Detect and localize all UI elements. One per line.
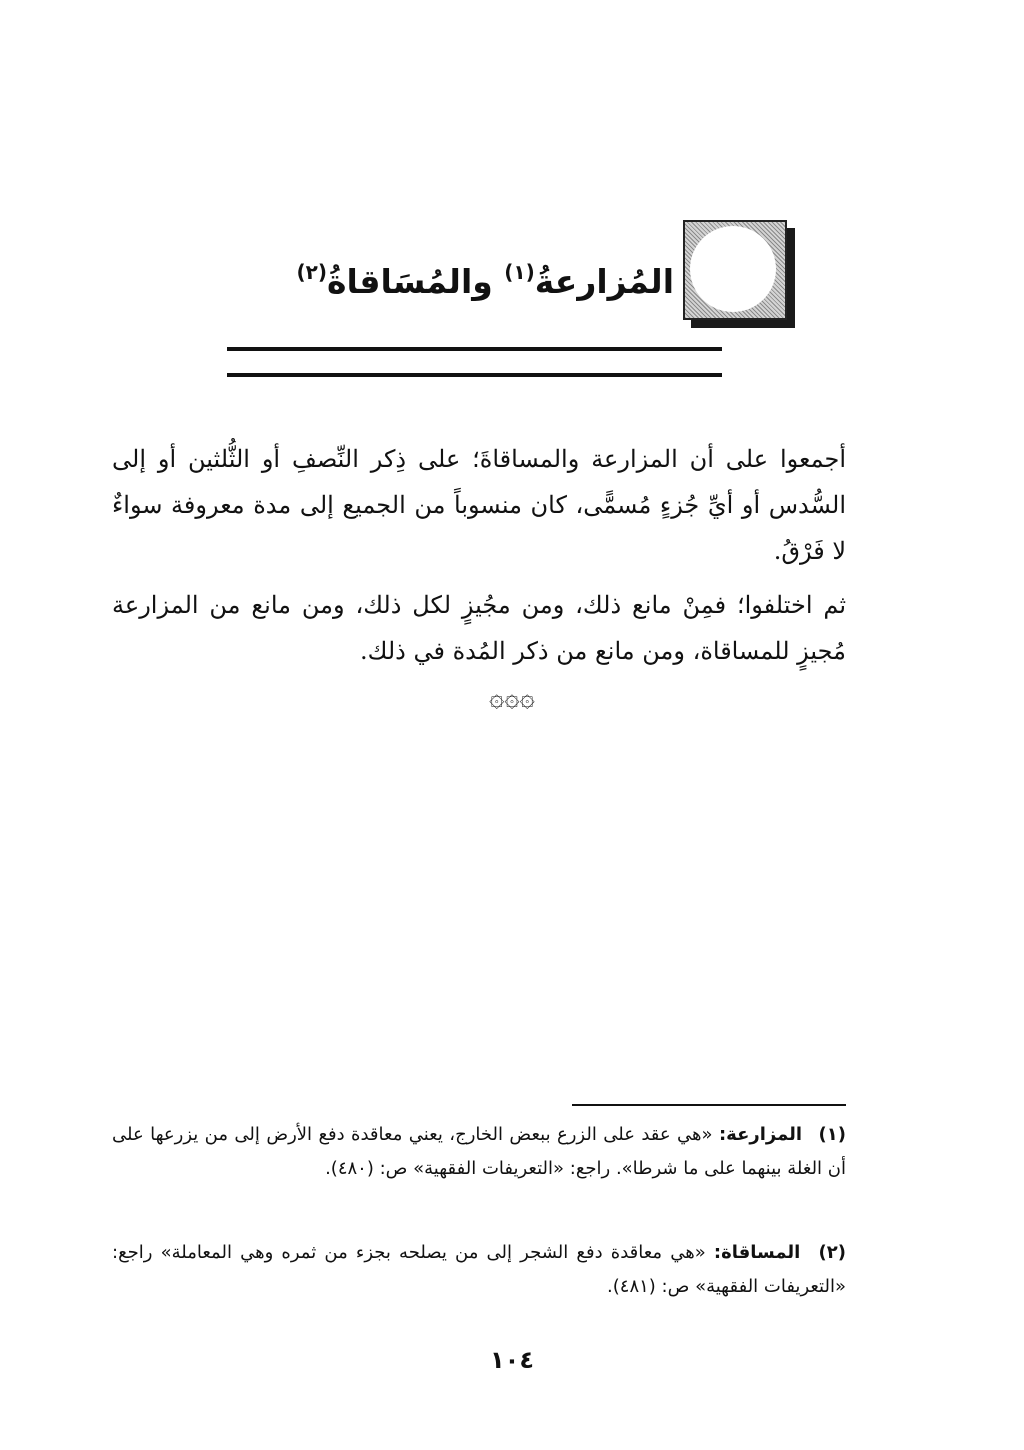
footnote-number: (١) — [818, 1124, 846, 1145]
footnote-ref-1: (١) — [504, 260, 535, 284]
footnote-text: «هي معاقدة دفع الشجر إلى من يصلحه بجزء من ثمره وهي المعاملة» راجع: «التعريفات الفقهية» ص: (٤٨١). — [112, 1242, 846, 1297]
chapter-title — [296, 260, 674, 301]
title-part-muzaraa: المُزارعةُ — [534, 262, 674, 301]
footnote-term: المزارعة: — [718, 1124, 803, 1145]
title-rule-top — [227, 347, 722, 351]
title-rule-bottom — [227, 373, 722, 377]
page-number: ١٠٤ — [490, 1346, 534, 1374]
title-part-musaqat: والمُسَاقاةُ — [326, 262, 493, 301]
footnote-separator — [572, 1104, 846, 1106]
chapter-emblem — [683, 220, 795, 328]
footnote-number: (٢) — [818, 1242, 846, 1263]
section-end-ornament: ۞۞۞ — [489, 683, 535, 713]
body-paragraph-1: أجمعوا على أن المزارعة والمساقاةَ؛ على ذِكر النِّصفِ أو الثُّلثين أو إلى السُّدس أو أيِّ جُزءٍ مُسمًّى، كان منسوباً من الجميع إلى مدة معروفة سواءٌ لا فَرْقُ. — [112, 445, 846, 565]
footnote-1 — [112, 1118, 846, 1186]
footnote-text: «هي عقد على الزرع ببعض الخارج، يعني معاقدة دفع الأرض إلى من يزرعها على أن الغلة بينهما على ما شرطا». راجع: «التعريفات الفقهية» ص: (٤٨٠). — [112, 1124, 846, 1179]
body-paragraph-2: ثم اختلفوا؛ فمِنْ مانع ذلك، ومن مجُيزٍ لكل ذلك، ومن مانع من المزارعة مُجيزٍ للمساقاة، ومن مانع من ذكر المُدة في ذلك. — [112, 591, 846, 665]
emblem-circle — [690, 226, 776, 312]
footnote-term: المساقاة: — [713, 1242, 801, 1263]
footnote-ref-2: (٢) — [296, 260, 327, 284]
footnote-2 — [112, 1236, 846, 1304]
